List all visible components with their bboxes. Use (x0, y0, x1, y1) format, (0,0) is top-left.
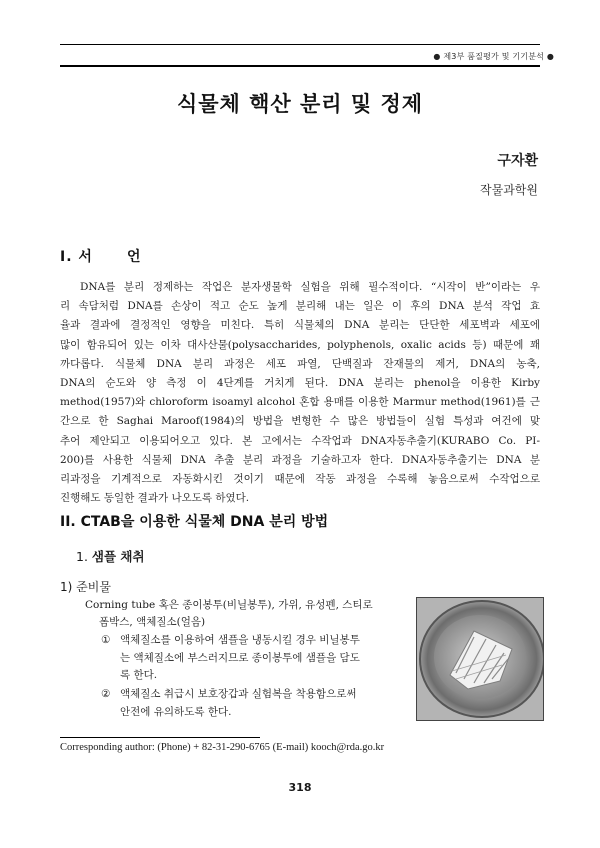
intro-line: method(1957)와 chloroform isoamyl alcohol 혼합 용매를 이용한 Marmur method(1961)를 근 (60, 396, 540, 409)
section-heading-ctab-method: II. CTAB을 이용한 식물체 DNA 분리 방법 (60, 514, 329, 530)
note-line: 록 한다. (120, 669, 158, 681)
running-header: ● 제3부 품질평가 및 기기분석 ● (433, 52, 554, 61)
note-line: 액체질소를 이용하여 샘플을 냉동시킬 경우 비닐봉투 (120, 634, 360, 646)
note-line: 안전에 유의하도록 한다. (120, 706, 232, 718)
intro-line: 율과 결과에 결정적인 영향을 미친다. 특히 식물체의 DNA 분리는 단단한 세포벽과 세포에 (60, 319, 540, 332)
author-name: 구자환 (497, 153, 538, 169)
introduction-paragraph (60, 278, 540, 508)
subsection-materials: 1) 준비물 (60, 580, 111, 594)
section-heading-introduction (60, 246, 141, 266)
header-rule-thick (60, 65, 540, 67)
header-rule-top (60, 44, 540, 45)
note-marker: ① (101, 634, 111, 646)
materials-line: 폼박스, 액체질소(얼음) (99, 616, 206, 628)
page-title: 식물체 핵산 분리 및 정제 (176, 92, 424, 116)
mortar-sample-photo (416, 597, 544, 721)
intro-line: 진행해도 동일한 결과가 나오도록 하였다. (60, 492, 250, 505)
intro-line: 리 속담처럼 DNA를 손상이 적고 순도 높게 분리해 내는 일은 이 후의 DNA 분석 작업 효 (60, 300, 540, 313)
footnote-corresponding-author: Corresponding author: (Phone) + 82-31-290-6765 (E-mail) kooch@rda.go.kr (60, 742, 385, 753)
intro-line: 추어 제안되고 이용되어오고 있다. 본 고에서는 수작업과 DNA자동추출기(KURABO Co. PI- (60, 434, 540, 447)
intro-line: 200)를 사용한 식물체 DNA 추출 분리 과정을 기술하고자 한다. DNA자동추출기는 DNA 분 (60, 453, 540, 466)
footnote-rule (60, 737, 260, 738)
subsection-title: 샘플 채취 (91, 549, 145, 564)
page-number: 318 (288, 781, 312, 794)
intro-line: 많이 함유되어 있는 이차 대사산물(polysaccharides, polyphenols, oxalic acids 등) 때문에 꽤 (60, 338, 540, 351)
materials-line: Corning tube 혹은 종이봉투(비닐봉투), 가위, 유성펜, 스티로 (85, 599, 373, 611)
section-heading-start: I. 서 (60, 249, 93, 265)
note-line: 는 액체질소에 부스러지므로 종이봉투에 샘플을 담도 (120, 652, 360, 664)
intro-line: 까다롭다. 식물체 DNA 분리 과정은 세포 파열, 단백질과 잔재물의 제거, DNA의 농축, (60, 357, 540, 370)
section-heading-end: 언 (126, 249, 142, 265)
note-line: 액체질소 취급시 보호장갑과 실험복을 착용함으로써 (120, 688, 357, 700)
author-affiliation: 작물과학원 (480, 183, 538, 197)
note-marker: ② (101, 688, 111, 700)
subsection-number: 1. (76, 549, 88, 564)
intro-line: DNA의 순도와 양 측정 이 4단계를 거치게 된다. DNA 분리는 phenol을 이용한 Kirby (60, 376, 540, 389)
mortar-with-frozen-leaf-sample-icon (416, 597, 544, 721)
intro-line: 리과정을 기계적으로 자동화시킨 것이기 때문에 작동 과정을 수록해 놓음으로써 수작업으로 (60, 472, 540, 485)
intro-line: DNA를 분리 정제하는 작업은 분자생물학 실험을 위해 필수적이다. “시작이 반”이라는 우 (80, 281, 540, 293)
subsection-sample-collection (76, 547, 145, 565)
intro-line: 간으로 한 Saghai Maroof(1984)의 방법을 변형한 수 많은 방법들이 실험 특성과 여건에 맞 (60, 415, 540, 428)
